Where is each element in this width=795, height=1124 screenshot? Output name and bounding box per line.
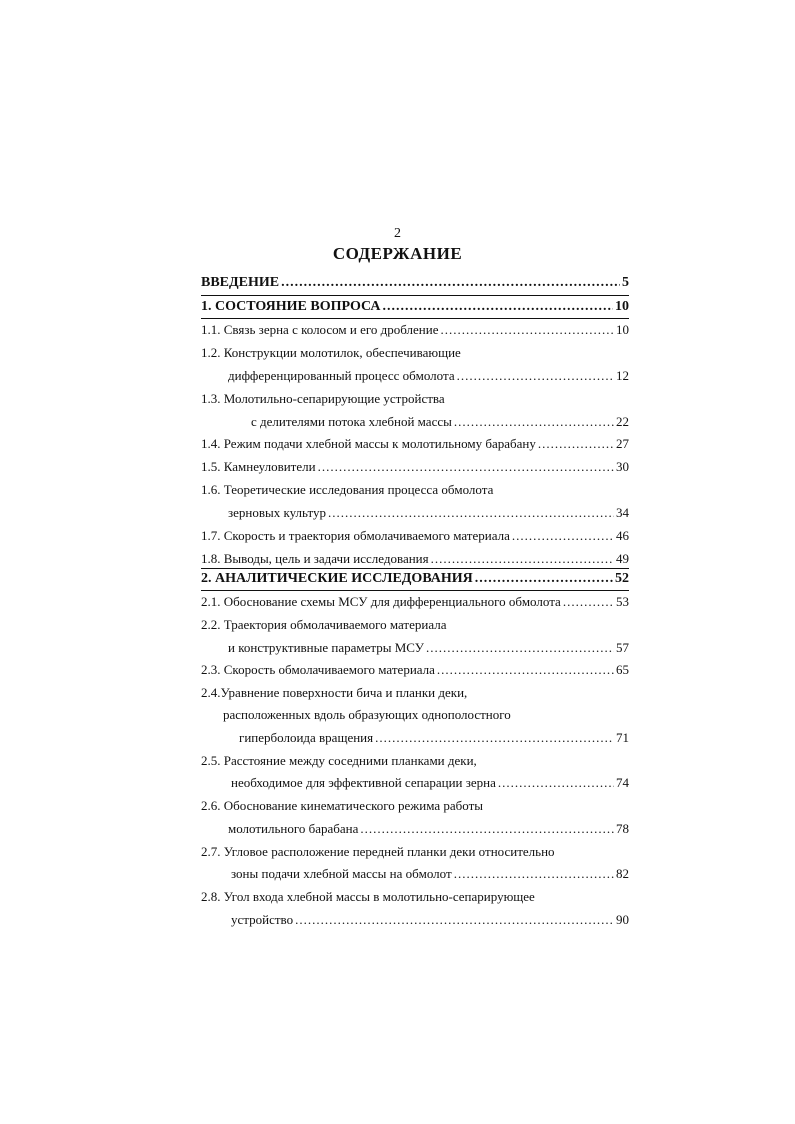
toc-entry-title: 2.8. Угол входа хлебной массы в молотильно-сепарирующее	[201, 889, 535, 904]
toc-entry-title: 2.5. Расстояние между соседними планками деки,	[201, 753, 477, 768]
toc-entry-page: 10	[616, 322, 629, 337]
toc-entry-1-3[interactable]	[201, 390, 629, 408]
toc-entry-2-7-cont[interactable]	[201, 865, 629, 883]
toc-entry-title: 1.7. Скорость и траектория обмолачиваемого материала	[201, 528, 510, 543]
toc-entry-page: 78	[616, 821, 629, 836]
toc-entry-title: 2.2. Траектория обмолачиваемого материала	[201, 617, 447, 632]
toc-entry-page: 74	[616, 775, 629, 790]
toc-entry-2-4-cont2[interactable]	[201, 729, 629, 747]
toc-entry-1-6-cont[interactable]	[201, 504, 629, 522]
toc-entry-2-8-cont[interactable]	[201, 911, 629, 929]
toc-entry-title: 1.2. Конструкции молотилок, обеспечивающие	[201, 345, 461, 360]
toc-entry-title: 2.6. Обоснование кинематического режима работы	[201, 798, 483, 813]
toc-entry-1-5[interactable]	[201, 458, 629, 476]
toc-entry-1-4[interactable]	[201, 435, 629, 453]
toc-entry-1-1[interactable]	[201, 321, 629, 339]
toc-entry-2-1[interactable]	[201, 593, 629, 611]
toc-entry-2-6[interactable]	[201, 797, 629, 815]
toc-entry-title: 2.3. Скорость обмолачиваемого материала	[201, 662, 435, 677]
toc-entry-title: 1. СОСТОЯНИЕ ВОПРОСА	[201, 299, 381, 314]
toc-entry-title: 1.3. Молотильно-сепарирующие устройства	[201, 391, 445, 406]
toc-entry-1-7[interactable]	[201, 527, 629, 545]
page-number: 2	[394, 226, 401, 241]
toc-entry-2-2[interactable]	[201, 616, 629, 634]
toc-entry-page: 52	[615, 571, 629, 586]
toc-entry-page: 65	[616, 662, 629, 677]
page-title: СОДЕРЖАНИЕ	[332, 244, 463, 263]
toc-entry-title: 2.1. Обоснование схемы МСУ для дифференциального обмолота	[201, 594, 561, 609]
toc-entry-page: 22	[616, 414, 629, 429]
toc-entry-title: 1.5. Камнеуловители	[201, 459, 316, 474]
toc-entry-title-cont: дифференцированный процесс обмолота	[228, 368, 455, 383]
toc-entry-page: 53	[616, 594, 629, 609]
toc-entry-2-4[interactable]	[201, 684, 629, 702]
section-divider	[201, 568, 629, 569]
toc-entry-title-cont: и конструктивные параметры МСУ	[228, 640, 424, 655]
toc-entry-title-cont: необходимое для эффективной сепарации зерна	[231, 775, 496, 790]
toc-entry-page: 10	[615, 299, 629, 314]
toc-entry-2-3[interactable]	[201, 661, 629, 679]
toc-entry-title-cont: расположенных вдоль образующих однополостного	[223, 707, 511, 722]
toc-entry-title-cont: молотильного барабана	[228, 821, 359, 836]
toc-entry-title: 1.4. Режим подачи хлебной массы к молотильному барабану	[201, 436, 536, 451]
toc-entry-page: 82	[616, 866, 629, 881]
toc-entry-page: 57	[616, 640, 629, 655]
toc-entry-2-7[interactable]	[201, 843, 629, 861]
toc-entry-2-5[interactable]	[201, 752, 629, 770]
toc-entry-2-5-cont[interactable]	[201, 774, 629, 792]
toc-entry-page: 30	[616, 459, 629, 474]
toc-entry-page: 27	[616, 436, 629, 451]
toc-entry-2-2-cont[interactable]	[201, 639, 629, 657]
toc-section-2[interactable]	[201, 570, 629, 588]
toc-section-1[interactable]	[201, 298, 629, 316]
toc-entry-1-2[interactable]	[201, 344, 629, 362]
toc-entry-title: 2.4.Уравнение поверхности бича и планки деки,	[201, 685, 468, 700]
section-divider	[201, 590, 629, 591]
toc-entry-1-3-cont[interactable]	[201, 413, 629, 431]
toc-entry-title: 2.7. Угловое расположение передней планки деки относительно	[201, 844, 555, 859]
toc-entry-1-2-cont[interactable]	[201, 367, 629, 385]
toc-entry-2-4-cont[interactable]	[201, 706, 629, 724]
toc-entry-2-6-cont[interactable]	[201, 820, 629, 838]
toc-entry-page: 34	[616, 505, 629, 520]
toc-entry-page: 5	[622, 275, 629, 290]
toc-entry-page: 49	[616, 551, 629, 566]
toc-entry-page: 12	[616, 368, 629, 383]
toc-entry-1-8[interactable]	[201, 550, 629, 568]
toc-entry-title: 1.6. Теоретические исследования процесса обмолота	[201, 482, 494, 497]
toc-entry-title: 2. АНАЛИТИЧЕСКИЕ ИССЛЕДОВАНИЯ	[201, 571, 473, 586]
toc-entry-title-cont: устройство	[231, 912, 294, 927]
toc-entry-page: 71	[616, 730, 629, 745]
section-divider	[201, 318, 629, 319]
section-divider	[201, 295, 629, 296]
toc-entry-1-6[interactable]	[201, 481, 629, 499]
toc-entry-title-cont: гиперболоида вращения	[239, 730, 374, 745]
toc-entry-title-cont: зерновых культур	[228, 505, 326, 520]
toc-entry-title-cont: зоны подачи хлебной массы на обмолот	[231, 866, 452, 881]
toc-entry-page: 46	[616, 528, 629, 543]
toc-entry-introduction[interactable]	[201, 274, 629, 292]
toc-entry-2-8[interactable]	[201, 888, 629, 906]
toc-entry-title: 1.8. Выводы, цель и задачи исследования	[201, 551, 429, 566]
toc-entry-title: 1.1. Связь зерна с колосом и его дробление	[201, 322, 439, 337]
toc-entry-title-cont: с делителями потока хлебной массы	[251, 414, 452, 429]
toc-entry-title: ВВЕДЕНИЕ	[201, 275, 280, 290]
toc-entry-page: 90	[616, 912, 629, 927]
